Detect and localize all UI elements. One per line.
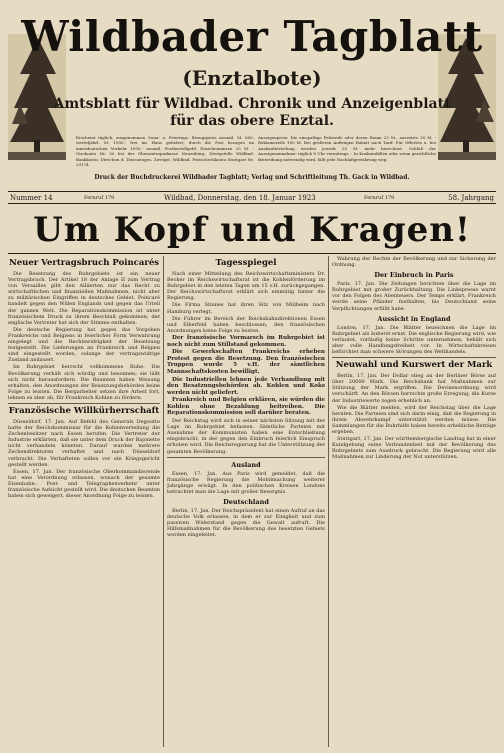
article-headline: Neuwahl und Kurswert der Mark [335, 360, 493, 371]
article-column-3 [332, 256, 496, 747]
bold-news-item: Die Gewerkschaften Frankreichs erheben Protest gegen die Besetzung. Den französischen Truppen wurde 5 v.H. der sämtlichen Mannschaftskosten bewilligt. [167, 349, 325, 375]
tagline-line-2: für das obere Enztal. [170, 113, 334, 129]
volume-number: 58. Jahrgang [448, 194, 494, 202]
tagline-line-1: Amtsblatt für Wildbad. Chronik und Anzeigenblatt [53, 96, 451, 112]
printer-line: Druck der Buchdruckerei Wildbader Tagblatt; Verlag und Schriftleitung Th. Gack in Wildbad. [94, 174, 410, 181]
subscription-info: Erscheint täglich, ausgenommen Sonn- u. Feiertags. Bezugspreis monatl. M. 650, vierteljährl. M. 1950.- frei ins Haus geliefert; durch die Post bezogen im innerdeutschen Verkehr 1950.- monatl. Postbestellgeld. Einzelnummern 25 M. - Girokonto Nr. 50 bei der Oberamtssparkasse Neuenbürg, Zweigstelle Wildbad. Bankkonto: Direction d. Discontoges. Zweigst. Wildbad. Postscheckkonto Stuttgart Nr. 29174. [76, 135, 254, 168]
bold-news-item: Der französische Vormarsch im Ruhrgebiet ist noch nicht zum Stillstand gekommen. [167, 334, 325, 348]
divider [8, 403, 160, 404]
dateline-bar [8, 191, 496, 204]
article-paragraph: Paris, 17. Jan. Die Zeitungen berichten über die Lage im Ruhrgebiet mit großer Zurückhaltung. Die Linkspresse warnt vor den Folgen des Abenteuers. Der Temps erklärt, Frankreich werde seine Pfänder festhalten, bis Deutschland seine Verpflichtungen erfüllt habe. [332, 281, 496, 312]
article-paragraph: Im Ruhrgebiet herrscht vollkommene Ruhe. Die Bevölkerung verhält sich würdig und besonnen; sie läßt sich nicht herausfordern. Die Beamten haben Weisung erhalten, den Anordnungen der Besatzungsbehörden keine Folge zu leisten. Die Bergarbeiter setzen ihre Arbeit fort, lehnen es aber ab, für Frankreich Kohlen zu fördern. [8, 364, 160, 401]
article-paragraph: Der Reichstag wird sich in seiner nächsten Sitzung mit der Lage im Ruhrgebiet befassen. Sämtliche Parteien mit Ausnahme der Kommunisten haben eine Entschließung eingebracht, in der gegen den Einbruch feierlich Einspruch erhoben wird. Die Reichsregierung hat die Unterstützung der gesamten Bevölkerung. [167, 418, 325, 455]
newspaper-tagline [8, 96, 496, 130]
divider [332, 357, 496, 358]
bold-news-item: Frankreich und Belgien erklären, sie würden die Kohlen ohne Bezahlung beitreiben. Die Reparationskommission soll darüber beraten. [167, 397, 325, 417]
phone-left: Fernruf 179 [84, 195, 115, 201]
article-paragraph: Die deutsche Regierung hat gegen das Vorgehen Frankreichs und Belgiens in feierlicher Form Verwahrung eingelegt und die Rechtswidrigkeit der Besetzung festgestellt. Die Lieferungen an Frankreich und Belgien sind eingestellt worden, solange der vertragswidrige Zustand andauert. [8, 326, 160, 364]
advertising-info: Anzeigenpreis: Die einspaltige Petitzeile oder deren Raum 25 M., auswärts 30 M. - Reklamezeile 100 M. Bei größeren Aufträgen Rabatt nach Tarif. Für Offerten u. bei Auskunfterteilung werden jeweils 20 M. mehr berechnet. Schluß der Anzeigenannahme: täglich 8 Uhr vormittags. - In Konkursfällen oder wenn gerichtliche Beitreibung notwendig wird, fällt jede Nachlaßgewährung weg. [258, 135, 436, 162]
phone-right: Fernruf 179 [364, 195, 395, 201]
article-paragraph: Die Besetzung des Ruhrgebiets ist ein neuer Vertragsbruch. Der Artikel 18 der Anlage II zum Vertrag von Versailles gibt den Alliierten nur das Recht zu wirtschaftlichen und finanziellen Maßnahmen, nicht aber zu militärischen Eingriffen in deutsches Gebiet. Poincaré handelt gegen den Willen Englands und gegen das Urteil der ganzen Welt. Die Reparationskommission ist unter französischem Druck zu ihrem Beschluß gekommen; der englische Vertreter hat sich der Stimme enthalten. [8, 271, 160, 326]
article-paragraph: London, 17. Jan. Die Blätter bezeichnen die Lage im Ruhrgebiet als äußerst ernst. Die englische Regierung wird, wie verlautet, vorläufig keine Schritte unternehmen, behält sich aber volle Handlungsfreiheit vor. In Wirtschaftskreisen befürchtet man schwere Störungen des Welthandels. [332, 324, 496, 356]
newspaper-subtitle: (Enztalbote) [182, 66, 322, 90]
article-paragraph: Die Firma Stinnes hat ihren Sitz von Mülheim nach Hamburg verlegt. [167, 302, 325, 315]
section-heading: Der Einbruch in Paris [374, 271, 454, 280]
article-column-2 [167, 256, 325, 747]
masthead [8, 6, 496, 188]
column-rule [163, 256, 164, 747]
headline-banner: Um Kopf und Kragen! [8, 206, 496, 254]
issue-number: Nummer 14 [10, 194, 53, 202]
article-paragraph: Wie die Blätter melden, wird der Reichstag über die Lage beraten. Die Parteien sind sich darin einig, daß die Regierung in ihrem Abwehrkampf unterstützt werden müsse. Die Sammlungen für die Ruhrhilfe haben bereits erhebliche Beträge ergeben. [332, 404, 496, 435]
article-paragraph: Stuttgart, 17. Jan. Der württembergische Landtag hat in einer Kundgebung seine Verbundenheit mit der Bevölkerung des Ruhrgebiets zum Ausdruck gebracht. Die Regierung wird alle Maßnahmen zur Linderung der Not unterstützen. [332, 436, 496, 461]
article-headline: Tagesspiegel [215, 258, 277, 268]
article-paragraph: Die Führer im Bereich der Reichsbahndirektionen Essen und Elberfeld haben beschlossen, den französischen Anordnungen keine Folge zu leisten. [167, 315, 325, 334]
article-column-1 [8, 256, 160, 747]
article-paragraph: Essen, 17. Jan. Der französische Oberkommandierende hat eine Verordnung erlassen, wonach der gesamte Eisenbahn-, Post- und Telegraphenverkehr unter französische Aufsicht gestellt wird. Die deutschen Beamten haben sich geweigert, dieser Anordnung Folge zu leisten. [8, 468, 160, 500]
article-paragraph: Essen, 17. Jan. Aus Paris wird gemeldet, daß die französische Regierung die Mobilmachung weiterer Jahrgänge erwägt. In den politischen Kreisen Londons betrachtet man die Lage mit großer Besorgnis. [167, 470, 325, 495]
section-heading: Ausland [231, 460, 261, 469]
article-paragraph: Nach einer Mitteilung des Reichswirtschaftsministers Dr. Becker im Reichswirtschaftsrat ist die Kohlenförderung im Ruhrgebiet in den letzten Tagen um 15 v.H. zurückgegangen. Der Reichswirtschaftsrat erklärt sich einmütig hinter die Regierung. [167, 271, 325, 302]
article-headline: Neuer Vertragsbruch Poincarés [8, 258, 160, 268]
article-paragraph: Berlin, 17. Jan. Der Dollar stieg an der Berliner Börse auf über 20000 Mark. Die Reichsbank hat Maßnahmen zur Stützung der Mark ergriffen. Die Devisenordnung wird verschärft. An den Börsen herrschte große Erregung; die Kurse der Industriewerte zogen erheblich an. [332, 373, 496, 404]
article-paragraph: Wahrung der Rechte der Bevölkerung und zur Sicherung der Ordnung. [332, 256, 496, 269]
section-heading: Aussicht in England [377, 314, 451, 323]
issue-date: Wildbad, Donnerstag, den 18. Januar 1923 [164, 194, 316, 202]
article-headline: Französische Willkürherrschaft [8, 405, 160, 416]
article-paragraph: Berlin, 17. Jan. Der Reichspräsident hat einen Aufruf an das deutsche Volk erlassen, in dem er zur Einigkeit und zum passiven Widerstand gegen die Gewalt aufruft. Die Hilfsmaßnahmen für die Bevölkerung des besetzten Gebiets werden eingeleitet. [167, 508, 325, 539]
column-rule [328, 256, 329, 747]
section-heading: Deutschland [223, 498, 269, 506]
divider [167, 457, 325, 458]
article-paragraph: Düsseldorf, 17. Jan. Auf Befehl des Generals Degoutte hatte der Reichskommissar für die Kohlenverteilung die Zechenbesitzer nach Essen berufen. Die Vertreter der Industrie erklärten, daß sie unter dem Druck der Bajonette nicht verhandeln könnten. Darauf wurden mehrere Zechendirektoren verhaftet und nach Düsseldorf verbracht. Die Verhafteten sollen vor ein Kriegsgericht gestellt werden. [8, 418, 160, 468]
bold-news-item: Die Industriellen lehnen jede Verhandlung mit den Besatzungsbehörden ab. Kohlen und Koks werden nicht geliefert. [167, 376, 325, 396]
newspaper-title: Wildbader Tagblatt [21, 12, 483, 61]
